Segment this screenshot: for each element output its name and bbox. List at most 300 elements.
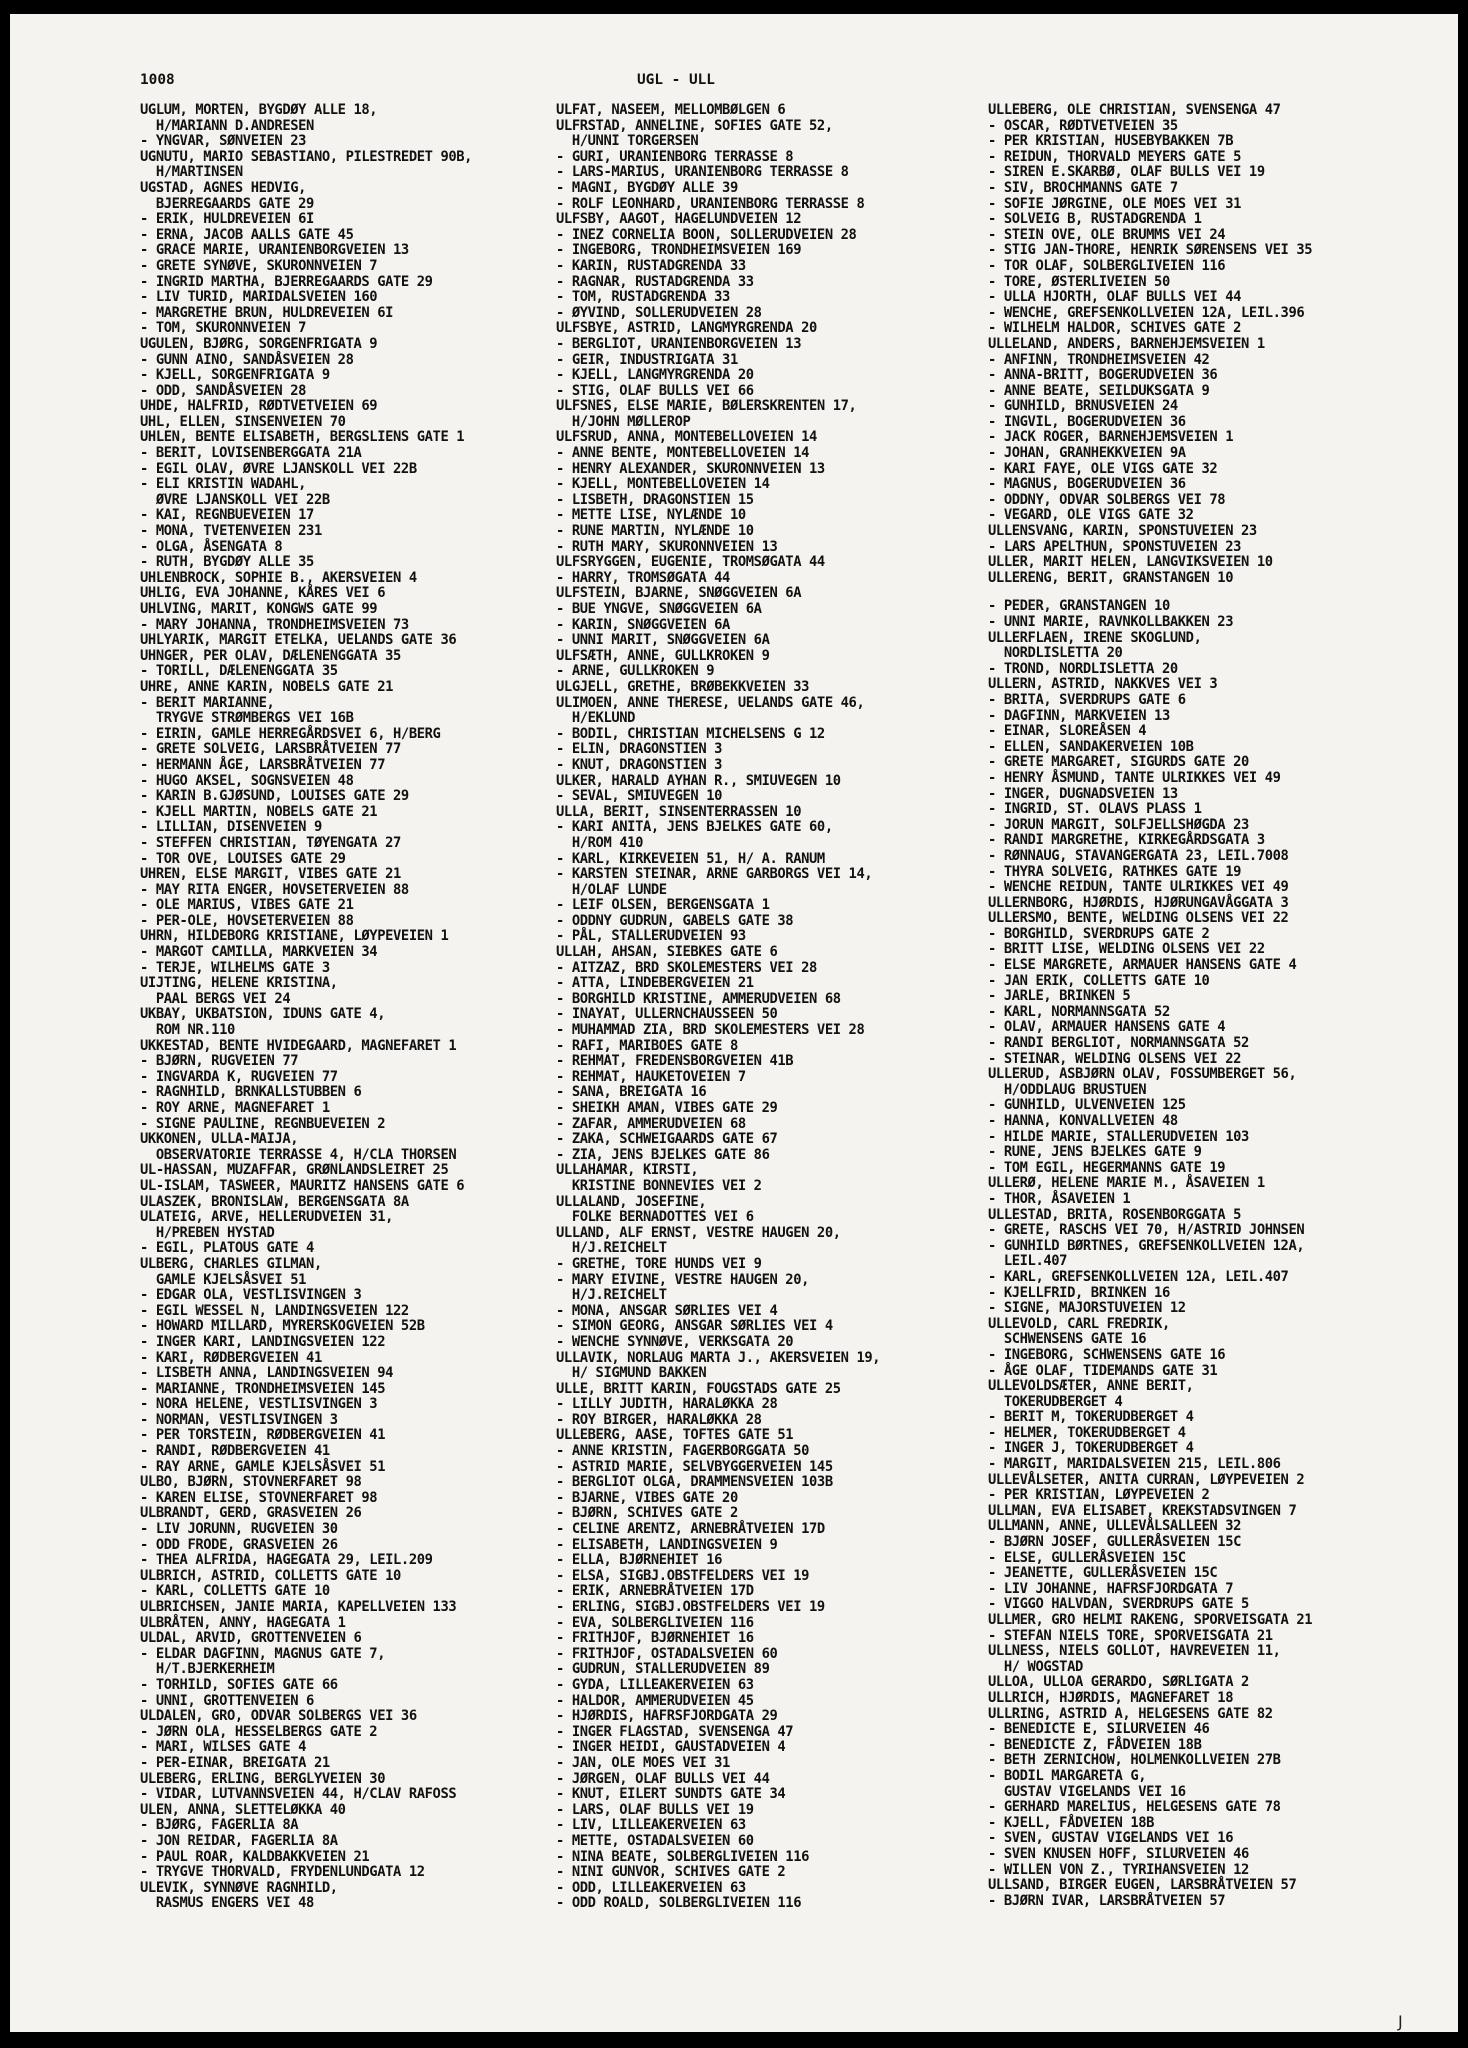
- directory-entry: H/ WOGSTAD: [988, 1658, 1083, 1675]
- directory-entry: ULKER, HARALD AYHAN R., SMIUVEGEN 10: [556, 772, 841, 789]
- directory-entry: - BENEDICTE E, SILURVEIEN 46: [988, 1721, 1210, 1738]
- directory-entry: - WILLEN VON Z., TYRIHANSVEIEN 12: [988, 1861, 1249, 1878]
- directory-entry: UHNGER, PER OLAV, DÆLENENGGATA 35: [140, 647, 401, 664]
- directory-entry: - JØRGEN, OLAF BULLS VEI 44: [556, 1770, 770, 1787]
- directory-entry: - MUHAMMAD ZIA, BRD SKOLEMESTERS VEI 28: [556, 1022, 865, 1039]
- directory-entry: - INGER HEIDI, GAUSTADVEIEN 4: [556, 1739, 786, 1756]
- directory-entry: - BERGLIOT, URANIENBORGVEIEN 13: [556, 335, 802, 352]
- directory-entry: - SANA, BREIGATA 16: [556, 1084, 707, 1101]
- directory-entry: - BORGHILD, SVERDRUPS GATE 2: [988, 925, 1210, 942]
- directory-entry: - JEANETTE, GULLERÅSVEIEN 15C: [988, 1565, 1218, 1582]
- directory-entry: ULLERØ, HELENE MARIE M., ÅSAVEIEN 1: [988, 1175, 1265, 1192]
- directory-entry: - BJØRG, FAGERLIA 8A: [140, 1817, 299, 1834]
- directory-entry: ULFSBY, AAGOT, HAGELUNDVEIEN 12: [556, 211, 802, 228]
- directory-entry: - STEINAR, WELDING OLSENS VEI 22: [988, 1050, 1242, 1067]
- directory-entry: - ERIK, HULDREVEIEN 6I: [140, 211, 314, 228]
- directory-entry: - LIV JOHANNE, HAFRSFJORDGATA 7: [988, 1580, 1234, 1597]
- directory-entry: - JOHAN, GRANHEKKVEIEN 9A: [988, 445, 1186, 462]
- directory-entry: - ANFINN, TRONDHEIMSVEIEN 42: [988, 351, 1210, 368]
- directory-entry: - BODIL MARGARETA G,: [988, 1767, 1147, 1784]
- directory-entry: - VIGGO HALVDAN, SVERDRUPS GATE 5: [988, 1596, 1249, 1613]
- directory-entry: ULFSRYGGEN, EUGENIE, TROMSØGATA 44: [556, 554, 825, 571]
- directory-entry: ULFSÆTH, ANNE, GULLKROKEN 9: [556, 647, 770, 664]
- directory-entry: ULLA, BERIT, SINSENTERRASSEN 10: [556, 803, 802, 820]
- directory-entry: - MARIANNE, TRONDHEIMSVEIEN 145: [140, 1380, 386, 1397]
- directory-entry: - WENCHE REIDUN, TANTE ULRIKKES VEI 49: [988, 879, 1289, 896]
- directory-entry: - GYDA, LILLEAKERVEIEN 63: [556, 1676, 754, 1693]
- directory-entry: - LEIF OLSEN, BERGENSGATA 1: [556, 897, 770, 914]
- directory-entry: ULLERNBORG, HJØRDIS, HJØRUNGAVÅGGATA 3: [988, 894, 1289, 911]
- directory-entry: - BERIT M, TOKERUDBERGET 4: [988, 1409, 1194, 1426]
- directory-entry: - KJELL, SORGENFRIGATA 9: [140, 367, 330, 384]
- directory-entry: - INGVIL, BOGERUDVEIEN 36: [988, 413, 1186, 430]
- directory-entry: - OLAV, ARMAUER HANSENS GATE 4: [988, 1019, 1226, 1036]
- directory-entry: TRYGVE STRØMBERGS VEI 16B: [140, 710, 354, 727]
- footer-mark: J: [1398, 2012, 1403, 2031]
- directory-entry: - MARGRETHE BRUN, HULDREVEIEN 6I: [140, 304, 394, 321]
- directory-entry: - ANNE BENTE, MONTEBELLOVEIEN 14: [556, 445, 810, 462]
- directory-entry: ULLAH, AHSAN, SIEBKES GATE 6: [556, 944, 778, 961]
- directory-entry: UL-HASSAN, MUZAFFAR, GRØNLANDSLEIRET 25: [140, 1162, 449, 1179]
- directory-entry: - TOM EGIL, HEGERMANNS GATE 19: [988, 1159, 1226, 1176]
- directory-entry: SCHWENSENS GATE 16: [988, 1331, 1147, 1348]
- directory-entry: ULLALAND, JOSEFINE,: [556, 1193, 707, 1210]
- directory-entry: - INGER, DUGNADSVEIEN 13: [988, 785, 1178, 802]
- directory-entry: - SIV, BROCHMANNS GATE 7: [988, 179, 1178, 196]
- directory-entry: RASMUS ENGERS VEI 48: [140, 1895, 314, 1912]
- directory-entry: UL-ISLAM, TASWEER, MAURITZ HANSENS GATE 6: [140, 1177, 465, 1194]
- directory-entry: - EGIL OLAV, ØVRE LJANSKOLL VEI 22B: [140, 460, 417, 477]
- directory-entry: - INGEBORG, SCHWENSENS GATE 16: [988, 1346, 1226, 1363]
- directory-entry: ULLAND, ALF ERNST, VESTRE HAUGEN 20,: [556, 1224, 841, 1241]
- directory-entry: - ANNE KRISTIN, FAGERBORGGATA 50: [556, 1443, 810, 1460]
- directory-entry: UIJTING, HELENE KRISTINA,: [140, 975, 338, 992]
- directory-entry: - KARIN, RUSTADGRENDA 33: [556, 257, 746, 274]
- directory-entry: - PAUL ROAR, KALDBAKKVEIEN 21: [140, 1848, 370, 1865]
- directory-entry: - JORUN MARGIT, SOLFJELLSHØGDA 23: [988, 816, 1249, 833]
- directory-entry: - EVA, SOLBERGLIVEIEN 116: [556, 1614, 754, 1631]
- directory-entry: - TERJE, WILHELMS GATE 3: [140, 959, 330, 976]
- directory-entry: - NINA BEATE, SOLBERGLIVEIEN 116: [556, 1848, 810, 1865]
- directory-entry: - ULLA HJORTH, OLAF BULLS VEI 44: [988, 289, 1242, 306]
- directory-entry: - ELSE, GULLERÅSVEIEN 15C: [988, 1549, 1186, 1566]
- directory-entry: - CELINE ARENTZ, ARNEBRÅTVEIEN 17D: [556, 1521, 825, 1538]
- directory-entry: ULLERSMO, BENTE, WELDING OLSENS VEI 22: [988, 910, 1289, 927]
- directory-entry: - OLE MARIUS, VIBES GATE 21: [140, 897, 354, 914]
- directory-entry: - RUTH MARY, SKURONNVEIEN 13: [556, 538, 778, 555]
- directory-entry: UGULEN, BJØRG, SORGENFRIGATA 9: [140, 335, 378, 352]
- directory-entry: - TOM, SKURONNVEIEN 7: [140, 320, 307, 337]
- directory-entry: - KJELL MARTIN, NOBELS GATE 21: [140, 803, 378, 820]
- directory-entry: - STEIN OVE, OLE BRUMMS VEI 24: [988, 226, 1226, 243]
- directory-entry: ULFRSTAD, ANNELINE, SOFIES GATE 52,: [556, 117, 833, 134]
- directory-entry: - MARGOT CAMILLA, MARKVEIEN 34: [140, 944, 378, 961]
- directory-entry: - ÅGE OLAF, TIDEMANDS GATE 31: [988, 1362, 1218, 1379]
- directory-entry: ULLOA, ULLOA GERARDO, SØRLIGATA 2: [988, 1674, 1249, 1691]
- directory-entry: - RUTH, BYGDØY ALLE 35: [140, 554, 314, 571]
- directory-entry: - WENCHE SYNNØVE, VERKSGATA 20: [556, 1333, 794, 1350]
- directory-entry: - BODIL, CHRISTIAN MICHELSENS G 12: [556, 725, 825, 742]
- directory-entry: - RANDI BERGLIOT, NORMANNSGATA 52: [988, 1035, 1249, 1052]
- directory-entry: - WENCHE, GREFSENKOLLVEIEN 12A, LEIL.396: [988, 304, 1305, 321]
- directory-entry: ULLEBERG, OLE CHRISTIAN, SVENSENGA 47: [988, 102, 1281, 118]
- directory-entry: ULLRING, ASTRID A, HELGESENS GATE 82: [988, 1705, 1273, 1722]
- directory-entry: - GRETHE, TORE HUNDS VEI 9: [556, 1255, 762, 1272]
- directory-entry: - BORGHILD KRISTINE, AMMERUDVEIEN 68: [556, 990, 841, 1007]
- directory-entry: - RAGNHILD, BRNKALLSTUBBEN 6: [140, 1084, 362, 1101]
- directory-entry: - GUNHILD BØRTNES, GREFSENKOLLVEIEN 12A,: [988, 1237, 1305, 1254]
- directory-entry: - JACK ROGER, BARNEHJEMSVEIEN 1: [988, 429, 1234, 446]
- directory-entry: - GUDRUN, STALLERUDVEIEN 89: [556, 1661, 770, 1678]
- directory-entry: - ELDAR DAGFINN, MAGNUS GATE 7,: [140, 1645, 386, 1662]
- directory-entry: - BJARNE, VIBES GATE 20: [556, 1489, 738, 1506]
- directory-entry: - ODDNY, ODVAR SOLBERGS VEI 78: [988, 491, 1226, 508]
- directory-entry: - DAGFINN, MARKVEIEN 13: [988, 707, 1170, 724]
- directory-entry: - KARIN, SNØGGVEIEN 6A: [556, 616, 730, 633]
- directory-entry: - KARSTEN STEINAR, ARNE GARBORGS VEI 14,: [556, 866, 873, 883]
- directory-entry: KRISTINE BONNEVIES VEI 2: [556, 1177, 762, 1194]
- directory-entry: - LARS APELTHUN, SPONSTUVEIEN 23: [988, 538, 1242, 555]
- directory-entry: - JAN ERIK, COLLETTS GATE 10: [988, 972, 1210, 989]
- directory-entry: ULDALEN, GRO, ODVAR SOLBERGS VEI 36: [140, 1708, 417, 1725]
- directory-entry: - KJELL, LANGMYRGRENDA 20: [556, 367, 754, 384]
- directory-entry: - MARI, WILSES GATE 4: [140, 1739, 307, 1756]
- directory-entry: ØVRE LJANSKOLL VEI 22B: [140, 491, 330, 508]
- directory-entry: - JON REIDAR, FAGERLIA 8A: [140, 1832, 338, 1849]
- directory-entry: - ATTA, LINDEBERGVEIEN 21: [556, 975, 754, 992]
- directory-entry: ULLERUD, ASBJØRN OLAV, FOSSUMBERGET 56,: [988, 1066, 1297, 1083]
- directory-entry: - ODD ROALD, SOLBERGLIVEIEN 116: [556, 1895, 802, 1912]
- directory-entry: - LIV JORUNN, RUGVEIEN 30: [140, 1521, 338, 1538]
- directory-entry: - MAGNUS, BOGERUDVEIEN 36: [988, 476, 1186, 493]
- directory-entry: - VEGARD, OLE VIGS GATE 32: [988, 507, 1194, 524]
- directory-entry: ULDAL, ARVID, GROTTENVEIEN 6: [140, 1630, 362, 1647]
- column-2: [556, 103, 880, 1912]
- directory-entry: - TRYGVE THORVALD, FRYDENLUNDGATA 12: [140, 1864, 425, 1881]
- directory-entry: ULGJELL, GRETHE, BRØBEKKVEIEN 33: [556, 678, 810, 695]
- directory-entry: - AITZAZ, BRD SKOLEMESTERS VEI 28: [556, 959, 817, 976]
- page-number: 1008: [140, 72, 175, 88]
- directory-entry: - RANDI MARGRETHE, KIRKEGÅRDSGATA 3: [988, 832, 1265, 849]
- directory-entry: - BJØRN IVAR, LARSBRÅTVEIEN 57: [988, 1892, 1226, 1909]
- directory-entry: - ERLING, SIGBJ.OBSTFELDERS VEI 19: [556, 1599, 825, 1615]
- directory-entry: - INGEBORG, TRONDHEIMSVEIEN 169: [556, 242, 802, 259]
- directory-entry: - KAREN ELISE, STOVNERFARET 98: [140, 1489, 378, 1506]
- directory-entry: ULLERENG, BERIT, GRANSTANGEN 10: [988, 569, 1234, 586]
- directory-entry: - KARL, COLLETTS GATE 10: [140, 1583, 330, 1600]
- directory-entry: - ELIN, DRAGONSTIEN 3: [556, 741, 723, 758]
- directory-entry: - RØNNAUG, STAVANGERGATA 23, LEIL.7008: [988, 847, 1289, 864]
- directory-entry: - GRETE SOLVEIG, LARSBRÅTVEIEN 77: [140, 741, 401, 758]
- directory-entry: - ASTRID MARIE, SELVBYGGERVEIEN 145: [556, 1458, 833, 1475]
- directory-entry: - RAY ARNE, GAMLE KJELSÅSVEI 51: [140, 1458, 386, 1475]
- directory-entry: - EGIL, PLATOUS GATE 4: [140, 1240, 314, 1257]
- directory-entry: - GUNHILD, BRNUSVEIEN 24: [988, 398, 1178, 415]
- directory-entry: - PER KRISTIAN, HUSEBYBAKKEN 7B: [988, 133, 1234, 150]
- directory-entry: - HARRY, TROMSØGATA 44: [556, 569, 730, 586]
- directory-entry: - HENRY ÅSMUND, TANTE ULRIKKES VEI 49: [988, 769, 1281, 786]
- directory-entry: - KAI, REGNBUEVEIEN 17: [140, 507, 314, 524]
- directory-entry: ULLNESS, NIELS GOLLOT, HAVREVEIEN 11,: [988, 1643, 1281, 1660]
- directory-entry: - FRITHJOF, OSTADALSVEIEN 60: [556, 1645, 778, 1662]
- directory-entry: - STEFAN NIELS TORE, SPORVEISGATA 21: [988, 1627, 1273, 1644]
- directory-entry: ULFAT, NASEEM, MELLOMBØLGEN 6: [556, 102, 786, 118]
- directory-entry: H/PREBEN HYSTAD: [140, 1224, 275, 1241]
- directory-entry: - JARLE, BRINKEN 5: [988, 988, 1131, 1005]
- column-3: [988, 103, 1312, 1909]
- directory-entry: - RUNE MARTIN, NYLÆNDE 10: [556, 523, 754, 540]
- directory-entry: - NORMAN, VESTLISVINGEN 3: [140, 1411, 338, 1428]
- directory-entry: - MAGNI, BYGDØY ALLE 39: [556, 179, 738, 196]
- directory-entry: - LISBETH ANNA, LANDINGSVEIEN 94: [140, 1365, 394, 1382]
- directory-entry: ULLAVIK, NORLAUG MARTA J., AKERSVEIEN 19,: [556, 1349, 881, 1366]
- directory-entry: - LARS-MARIUS, URANIENBORG TERRASSE 8: [556, 164, 849, 181]
- directory-entry: UHLENBROCK, SOPHIE B., AKERSVEIEN 4: [140, 569, 417, 586]
- directory-entry: H/JOHN MØLLEROP: [556, 413, 691, 430]
- directory-entry: TOKERUDBERGET 4: [988, 1393, 1123, 1410]
- directory-entry: - KARL, KIRKEVEIEN 51, H/ A. RANUM: [556, 850, 825, 867]
- directory-entry: - LIV TURID, MARIDALSVEIEN 160: [140, 289, 378, 306]
- directory-entry: - ZAKA, SCHWEIGAARDS GATE 67: [556, 1131, 778, 1148]
- directory-entry: - ØYVIND, SOLLERUDVEIEN 28: [556, 304, 762, 321]
- directory-entry: - THEA ALFRIDA, HAGEGATA 29, LEIL.209: [140, 1552, 433, 1569]
- directory-entry: - SVEN KNUSEN HOFF, SILURVEIEN 46: [988, 1845, 1249, 1862]
- directory-entry: - NORA HELENE, VESTLISVINGEN 3: [140, 1396, 378, 1413]
- directory-entry: - KARI, RØDBERGVEIEN 41: [140, 1349, 322, 1366]
- directory-entry: ULLE, BRITT KARIN, FOUGSTADS GATE 25: [556, 1380, 841, 1397]
- directory-entry: ULBRÅTEN, ANNY, HAGEGATA 1: [140, 1614, 346, 1631]
- directory-entry: - PER-OLE, HOVSETERVEIEN 88: [140, 912, 354, 929]
- directory-entry: - GRETE, RASCHS VEI 70, H/ASTRID JOHNSEN: [988, 1222, 1305, 1239]
- directory-entry: - PER TORSTEIN, RØDBERGVEIEN 41: [140, 1427, 386, 1444]
- directory-entry: - INGVARDA K, RUGVEIEN 77: [140, 1068, 338, 1085]
- directory-entry: - NINI GUNVOR, SCHIVES GATE 2: [556, 1864, 786, 1881]
- directory-entry: - ELLEN, SANDAKERVEIEN 10B: [988, 738, 1194, 755]
- directory-entry: - BERIT MARIANNE,: [140, 694, 275, 711]
- directory-entry: - HILDE MARIE, STALLERUDVEIEN 103: [988, 1128, 1249, 1145]
- directory-entry: - STIG, OLAF BULLS VEI 66: [556, 382, 754, 399]
- directory-entry: - ELLA, BJØRNEHIET 16: [556, 1552, 723, 1569]
- directory-entry: UHRE, ANNE KARIN, NOBELS GATE 21: [140, 678, 394, 695]
- directory-entry: - YNGVAR, SØNVEIEN 23: [140, 133, 307, 150]
- directory-entry: - GEIR, INDUSTRIGATA 31: [556, 351, 738, 368]
- page-range-header: UGL - ULL: [637, 72, 715, 88]
- directory-entry: - ODDNY GUDRUN, GABELS GATE 38: [556, 912, 794, 929]
- directory-entry: ULFSBYE, ASTRID, LANGMYRGRENDA 20: [556, 320, 817, 337]
- directory-entry: - UNNI MARIE, RAVNKOLLBAKKEN 23: [988, 614, 1234, 630]
- directory-entry: - HELMER, TOKERUDBERGET 4: [988, 1424, 1186, 1441]
- directory-entry: - HOWARD MILLARD, MYRERSKOGVEIEN 52B: [140, 1318, 425, 1335]
- directory-entry: - TORILL, DÆLENENGGATA 35: [140, 663, 338, 680]
- directory-entry: - ZAFAR, AMMERUDVEIEN 68: [556, 1115, 746, 1132]
- directory-entry: ROM NR.110: [140, 1022, 235, 1039]
- directory-entry: ULLRICH, HJØRDIS, MAGNEFARET 18: [988, 1689, 1234, 1706]
- directory-entry: BJERREGAARDS GATE 29: [140, 195, 314, 212]
- directory-entry: ULEVIK, SYNNØVE RAGNHILD,: [140, 1879, 338, 1896]
- directory-entry: - RAFI, MARIBOES GATE 8: [556, 1037, 738, 1054]
- directory-entry: - EIRIN, GAMLE HERREGÅRDSVEI 6, H/BERG: [140, 725, 441, 742]
- directory-entry: - SIMON GEORG, ANSGAR SØRLIES VEI 4: [556, 1318, 833, 1335]
- directory-entry: - OSCAR, RØDTVETVEIEN 35: [988, 117, 1178, 134]
- directory-entry: - VIDAR, LUTVANNSVEIEN 44, H/CLAV RAFOSS: [140, 1786, 457, 1803]
- directory-entry: ULIMOEN, ANNE THERESE, UELANDS GATE 46,: [556, 694, 865, 711]
- directory-entry: - MAY RITA ENGER, HOVSETERVEIEN 88: [140, 881, 409, 898]
- directory-entry: ULLEVÅLSETER, ANITA CURRAN, LØYPEVEIEN 2: [988, 1471, 1305, 1488]
- directory-entry: UHDE, HALFRID, RØDTVETVEIEN 69: [140, 398, 378, 415]
- directory-entry: - BJØRN, RUGVEIEN 77: [140, 1053, 299, 1070]
- directory-entry: - BETH ZERNICHOW, HOLMENKOLLVEIEN 27B: [988, 1752, 1281, 1769]
- directory-entry: - PER-EINAR, BREIGATA 21: [140, 1754, 330, 1771]
- directory-entry: - RANDI, RØDBERGVEIEN 41: [140, 1443, 330, 1460]
- directory-entry: ULASZEK, BRONISLAW, BERGENSGATA 8A: [140, 1193, 409, 1210]
- directory-entry: - INGER J, TOKERUDBERGET 4: [988, 1440, 1194, 1457]
- directory-entry: - LILLIAN, DISENVEIEN 9: [140, 819, 322, 836]
- directory-entry: - ARNE, GULLKROKEN 9: [556, 663, 715, 680]
- directory-entry: - FRITHJOF, BJØRNEHIET 16: [556, 1630, 754, 1647]
- directory-entry: ULBO, BJØRN, STOVNERFARET 98: [140, 1474, 362, 1491]
- directory-entry: - ERNA, JACOB AALLS GATE 45: [140, 226, 354, 243]
- directory-entry: UGLUM, MORTEN, BYGDØY ALLE 18,: [140, 102, 378, 118]
- directory-entry: ULLEVOLDSÆTER, ANNE BERIT,: [988, 1378, 1194, 1395]
- directory-entry: - MARY EIVINE, VESTRE HAUGEN 20,: [556, 1271, 810, 1288]
- directory-entry: - STEFFEN CHRISTIAN, TØYENGATA 27: [140, 834, 401, 851]
- directory-entry: - BRITA, SVERDRUPS GATE 6: [988, 691, 1186, 708]
- directory-entry: - METTE LISE, NYLÆNDE 10: [556, 507, 746, 524]
- directory-entry: ULFSRUD, ANNA, MONTEBELLOVEIEN 14: [556, 429, 817, 446]
- directory-entry: - INGRID MARTHA, BJERREGAARDS GATE 29: [140, 273, 433, 290]
- directory-entry: H/UNNI TORGERSEN: [556, 133, 699, 150]
- directory-entry: - KNUT, DRAGONSTIEN 3: [556, 756, 723, 773]
- directory-entry: - KARI FAYE, OLE VIGS GATE 32: [988, 460, 1218, 477]
- directory-entry: - HUGO AKSEL, SOGNSVEIEN 48: [140, 772, 354, 789]
- directory-entry: - MARY JOHANNA, TRONDHEIMSVEIEN 73: [140, 616, 409, 633]
- directory-entry: H/EKLUND: [556, 710, 636, 727]
- directory-entry: UHLIG, EVA JOHANNE, KÅRES VEI 6: [140, 585, 386, 602]
- directory-entry: - KARIN B.GJØSUND, LOUISES GATE 29: [140, 788, 409, 805]
- directory-entry: FOLKE BERNADOTTES VEI 6: [556, 1209, 754, 1226]
- directory-entry: ULLESTAD, BRITA, ROSENBORGGATA 5: [988, 1206, 1242, 1223]
- directory-entry: ULLENSVANG, KARIN, SPONSTUVEIEN 23: [988, 523, 1257, 540]
- directory-entry: - SVEN, GUSTAV VIGELANDS VEI 16: [988, 1830, 1234, 1847]
- directory-entry: - INAYAT, ULLERNCHAUSSEEN 50: [556, 1006, 778, 1023]
- directory-entry: - REHMAT, FREDENSBORGVEIEN 41B: [556, 1053, 794, 1070]
- directory-entry: - GERHARD MARELIUS, HELGESENS GATE 78: [988, 1799, 1281, 1816]
- directory-entry: - LIV, LILLEAKERVEIEN 63: [556, 1817, 746, 1834]
- directory-entry: - REHMAT, HAUKETOVEIEN 7: [556, 1068, 746, 1085]
- directory-entry: - LILLY JUDITH, HARALØKKA 28: [556, 1396, 778, 1413]
- directory-entry: - SEVAL, SMIUVEGEN 10: [556, 788, 723, 805]
- directory-entry: - JØRN OLA, HESSELBERGS GATE 2: [140, 1723, 378, 1740]
- directory-entry: - ODD, SANDÅSVEIEN 28: [140, 382, 307, 399]
- directory-page: [10, 14, 1458, 2032]
- directory-entry: - INGRID, ST. OLAVS PLASS 1: [988, 801, 1202, 818]
- directory-entry: - THYRA SOLVEIG, RATHKES GATE 19: [988, 863, 1242, 880]
- directory-entry: - GUNHILD, ULVENVEIEN 125: [988, 1097, 1186, 1114]
- directory-entry: - EINAR, SLOREÅSEN 4: [988, 723, 1147, 740]
- directory-entry: ULLSAND, BIRGER EUGEN, LARSBRÅTVEIEN 57: [988, 1877, 1297, 1894]
- directory-entry: UHLYARIK, MARGIT ETELKA, UELANDS GATE 36: [140, 632, 457, 649]
- directory-entry: - ROY BIRGER, HARALØKKA 28: [556, 1411, 762, 1428]
- directory-entry: - BJØRN JOSEF, GULLERÅSVEIEN 15C: [988, 1534, 1242, 1551]
- directory-entry: - SOFIE JØRGINE, OLE MOES VEI 31: [988, 195, 1242, 212]
- directory-entry: H/MARIANN D.ANDRESEN: [140, 117, 314, 134]
- directory-entry: H/ SIGMUND BAKKEN: [556, 1365, 707, 1382]
- directory-entry: UKKONEN, ULLA-MAIJA,: [140, 1131, 299, 1148]
- directory-entry: H/ROM 410: [556, 834, 643, 851]
- directory-entry: ULLERN, ASTRID, NAKKVES VEI 3: [988, 676, 1218, 693]
- directory-entry: UHRN, HILDEBORG KRISTIANE, LØYPEVEIEN 1: [140, 928, 449, 945]
- directory-entry: - BUE YNGVE, SNØGGVEIEN 6A: [556, 601, 762, 617]
- directory-entry: - ROLF LEONHARD, URANIENBORG TERRASSE 8: [556, 195, 865, 212]
- directory-entry: - EDGAR OLA, VESTLISVINGEN 3: [140, 1287, 362, 1304]
- directory-entry: - RUNE, JENS BJELKES GATE 9: [988, 1144, 1202, 1161]
- directory-entry: ULFSNES, ELSE MARIE, BØLERSKRENTEN 17,: [556, 398, 857, 415]
- directory-entry: - SOLVEIG B, RUSTADGRENDA 1: [988, 211, 1202, 228]
- directory-entry: UKKESTAD, BENTE HVIDEGAARD, MAGNEFARET 1: [140, 1037, 457, 1054]
- directory-entry: - WILHELM HALDOR, SCHIVES GATE 2: [988, 320, 1242, 337]
- directory-entry: UHLVING, MARIT, KONGWS GATE 99: [140, 601, 378, 617]
- directory-entry: UHL, ELLEN, SINSENVEIEN 70: [140, 413, 346, 430]
- directory-entry: - PER KRISTIAN, LØYPEVEIEN 2: [988, 1487, 1210, 1504]
- directory-entry: - BRITT LISE, WELDING OLSENS VEI 22: [988, 941, 1265, 958]
- directory-entry: - UNNI MARIT, SNØGGVEIEN 6A: [556, 632, 770, 649]
- directory-entry: - METTE, OSTADALSVEIEN 60: [556, 1832, 754, 1849]
- directory-entry: ULLER, MARIT HELEN, LANGVIKSVEIEN 10: [988, 554, 1273, 571]
- directory-entry: ULFSTEIN, BJARNE, SNØGGVEIEN 6A: [556, 585, 802, 602]
- directory-entry: - GRETE SYNØVE, SKURONNVEIEN 7: [140, 257, 378, 274]
- directory-entry: - BERGLIOT OLGA, DRAMMENSVEIEN 103B: [556, 1474, 833, 1491]
- directory-entry: ULBRANDT, GERD, GRASVEIEN 26: [140, 1505, 362, 1522]
- directory-entry: - KJELL, FÅDVEIEN 18B: [988, 1814, 1155, 1831]
- directory-entry: - PEDER, GRANSTANGEN 10: [988, 598, 1170, 615]
- directory-entry: - TROND, NORDLISLETTA 20: [988, 660, 1178, 677]
- directory-entry: - THOR, ÅSAVEIEN 1: [988, 1190, 1131, 1207]
- directory-entry: - ELISABETH, LANDINGSVEIEN 9: [556, 1536, 778, 1553]
- directory-entry: H/J.REICHELT: [556, 1287, 667, 1304]
- directory-entry: - KJELL, MONTEBELLOVEIEN 14: [556, 476, 770, 493]
- directory-entry: - ANNE BEATE, SEILDUKSGATA 9: [988, 382, 1210, 399]
- directory-entry: - INEZ CORNELIA BOON, SOLLERUDVEIEN 28: [556, 226, 857, 243]
- directory-entry: LEIL.407: [988, 1253, 1068, 1270]
- directory-entry: - ELSA, SIGBJ.OBSTFELDERS VEI 19: [556, 1567, 810, 1584]
- directory-entry: - EGIL WESSEL N, LANDINGSVEIEN 122: [140, 1302, 409, 1319]
- directory-entry: - INGER KARI, LANDINGSVEIEN 122: [140, 1333, 386, 1350]
- directory-entry: ULLAHAMAR, KIRSTI,: [556, 1162, 699, 1179]
- directory-entry: - REIDUN, THORVALD MEYERS GATE 5: [988, 148, 1242, 165]
- directory-entry: ULEN, ANNA, SLETTELØKKA 40: [140, 1801, 346, 1818]
- directory-entry: - RAGNAR, RUSTADGRENDA 33: [556, 273, 754, 290]
- directory-entry: - KJELLFRID, BRINKEN 16: [988, 1284, 1170, 1301]
- directory-entry: ULLERFLAEN, IRENE SKOGLUND,: [988, 629, 1202, 646]
- directory-entry: UGNUTU, MARIO SEBASTIANO, PILESTREDET 90B,: [140, 148, 473, 165]
- directory-entry: - GRACE MARIE, URANIENBORGVEIEN 13: [140, 242, 409, 259]
- directory-entry: - ERIK, ARNEBRÅTVEIEN 17D: [556, 1583, 754, 1600]
- directory-entry: - STIG JAN-THORE, HENRIK SØRENSENS VEI 35: [988, 242, 1313, 259]
- directory-entry: UHLEN, BENTE ELISABETH, BERGSLIENS GATE 1: [140, 429, 465, 446]
- directory-entry: ULLEBERG, AASE, TOFTES GATE 51: [556, 1427, 794, 1444]
- directory-entry: - INGER FLAGSTAD, SVENSENGA 47: [556, 1723, 794, 1740]
- directory-entry: - TOR OLAF, SOLBERGLIVEIEN 116: [988, 257, 1226, 274]
- directory-entry: - BERIT, LOVISENBERGGATA 21A: [140, 445, 362, 462]
- directory-entry: - HJØRDIS, HAFRSFJORDGATA 29: [556, 1708, 778, 1725]
- directory-entry: - SIGNE, MAJORSTUVEIEN 12: [988, 1300, 1186, 1317]
- directory-entry: - TORE, ØSTERLIVEIEN 50: [988, 273, 1170, 290]
- directory-entry: UHREN, ELSE MARGIT, VIBES GATE 21: [140, 866, 401, 883]
- directory-entry: - KNUT, EILERT SUNDTS GATE 34: [556, 1786, 786, 1803]
- directory-entry: ULBRICH, ASTRID, COLLETTS GATE 10: [140, 1567, 401, 1584]
- directory-entry: H/OLAF LUNDE: [556, 881, 667, 898]
- directory-entry: - HANNA, KONVALLVEIEN 48: [988, 1113, 1178, 1129]
